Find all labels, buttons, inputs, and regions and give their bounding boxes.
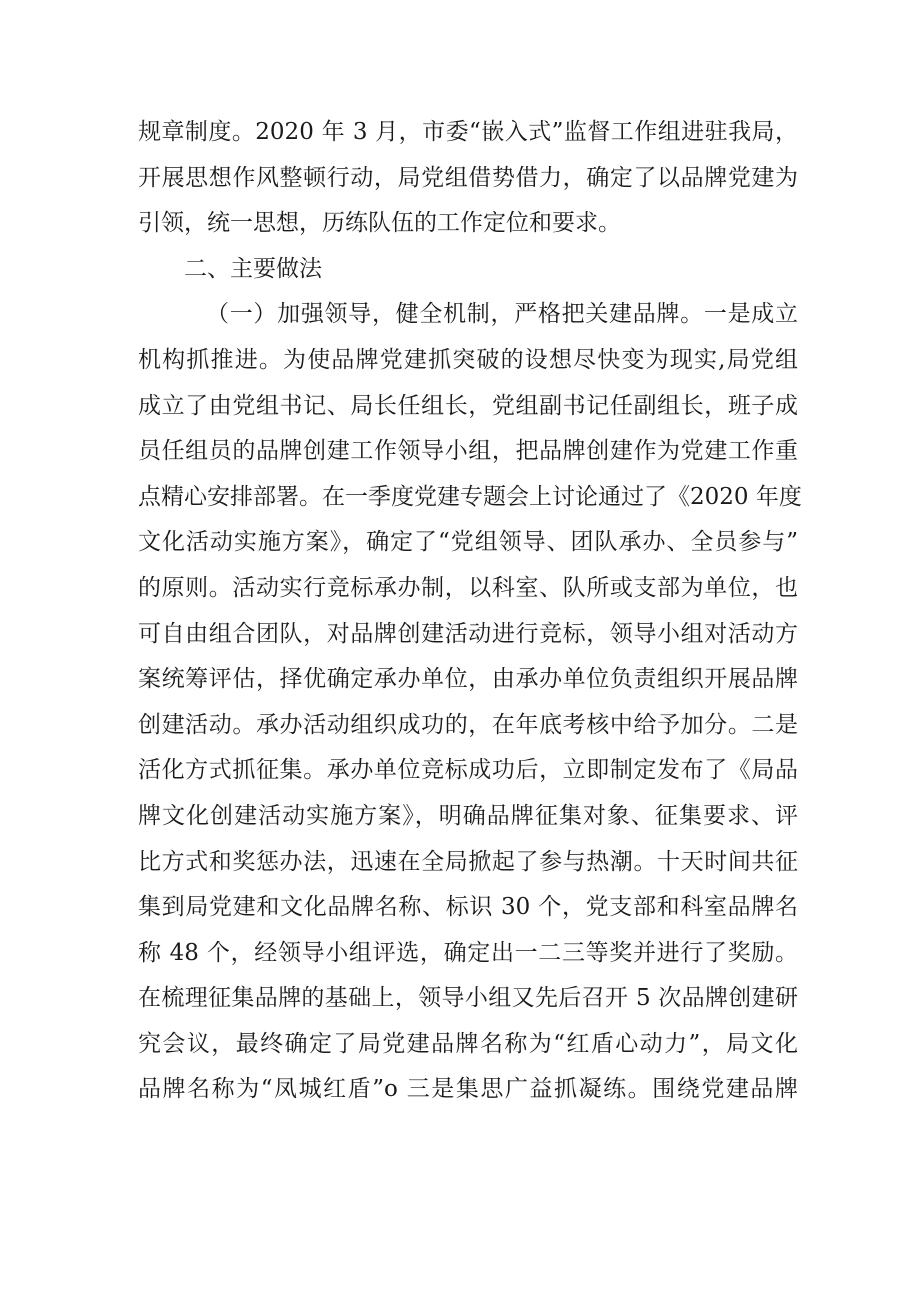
text-line: 比方式和奖惩办法，迅速在全局掀起了参与热潮。十天时间共征: [138, 848, 798, 875]
text-line: 称 48 个，经领导小组评选，确定出一二三等奖并进行了奖励。: [138, 939, 798, 966]
text-line: 的原则。活动实行竞标承办制，以科室、队所或支部为单位，也: [138, 574, 798, 601]
section-heading: 二、主要做法: [184, 255, 322, 282]
text-line: 活化方式抓征集。承办单位竞标成功后，立即制定发布了《局品: [138, 757, 798, 784]
text-line: 牌文化创建活动实施方案》，明确品牌征集对象、征集要求、评: [138, 802, 798, 829]
text-line: 创建活动。承办活动组织成功的，在年底考核中给予加分。二是: [138, 711, 798, 738]
document-body: [138, 110, 802, 1113]
text-line: 引领，统一思想，历练队伍的工作定位和要求。: [138, 210, 621, 237]
text-line: 可自由组合团队，对品牌创建活动进行竞标，领导小组对活动方: [138, 620, 798, 647]
text-line: 规章制度。2020 年 3 月，市委“嵌入式”监督工作组进驻我局，: [138, 119, 798, 145]
text-line: 在梳理征集品牌的基础上，领导小组又先后召开 5 次品牌创建研: [138, 985, 798, 1012]
text-line: 成立了由党组书记、局长任组长，党组副书记任副组长，班子成: [138, 392, 798, 419]
text-line: 开展思想作风整顿行动，局党组借势借力，确定了以品牌党建为: [138, 164, 798, 191]
text-line: 集到局党建和文化品牌名称、标识 30 个，党支部和科室品牌名: [138, 894, 798, 921]
text-line: 机构抓推进。为使品牌党建抓突破的设想尽快变为现实,局党组: [138, 346, 798, 373]
text-line: 点精心安排部署。在一季度党建专题会上讨论通过了《2020 年度: [138, 483, 802, 510]
text-line: 员任组员的品牌创建工作领导小组，把品牌创建作为党建工作重: [138, 438, 798, 465]
text-line: 品牌名称为“凤城红盾”o 三是集思广益抓凝练。围绕党建品牌: [138, 1076, 798, 1103]
text-line: 案统筹评估，择优确定承办单位，由承办单位负责组织开展品牌: [138, 666, 798, 693]
text-line: （一）加强领导，健全机制，严格把关建品牌。一是成立: [206, 301, 798, 328]
text-line: 究会议，最终确定了局党建品牌名称为“红盾心动力”，局文化: [138, 1030, 798, 1057]
text-line: 文化活动实施方案》，确定了“党组领导、团队承办、全员参与”: [138, 529, 798, 556]
